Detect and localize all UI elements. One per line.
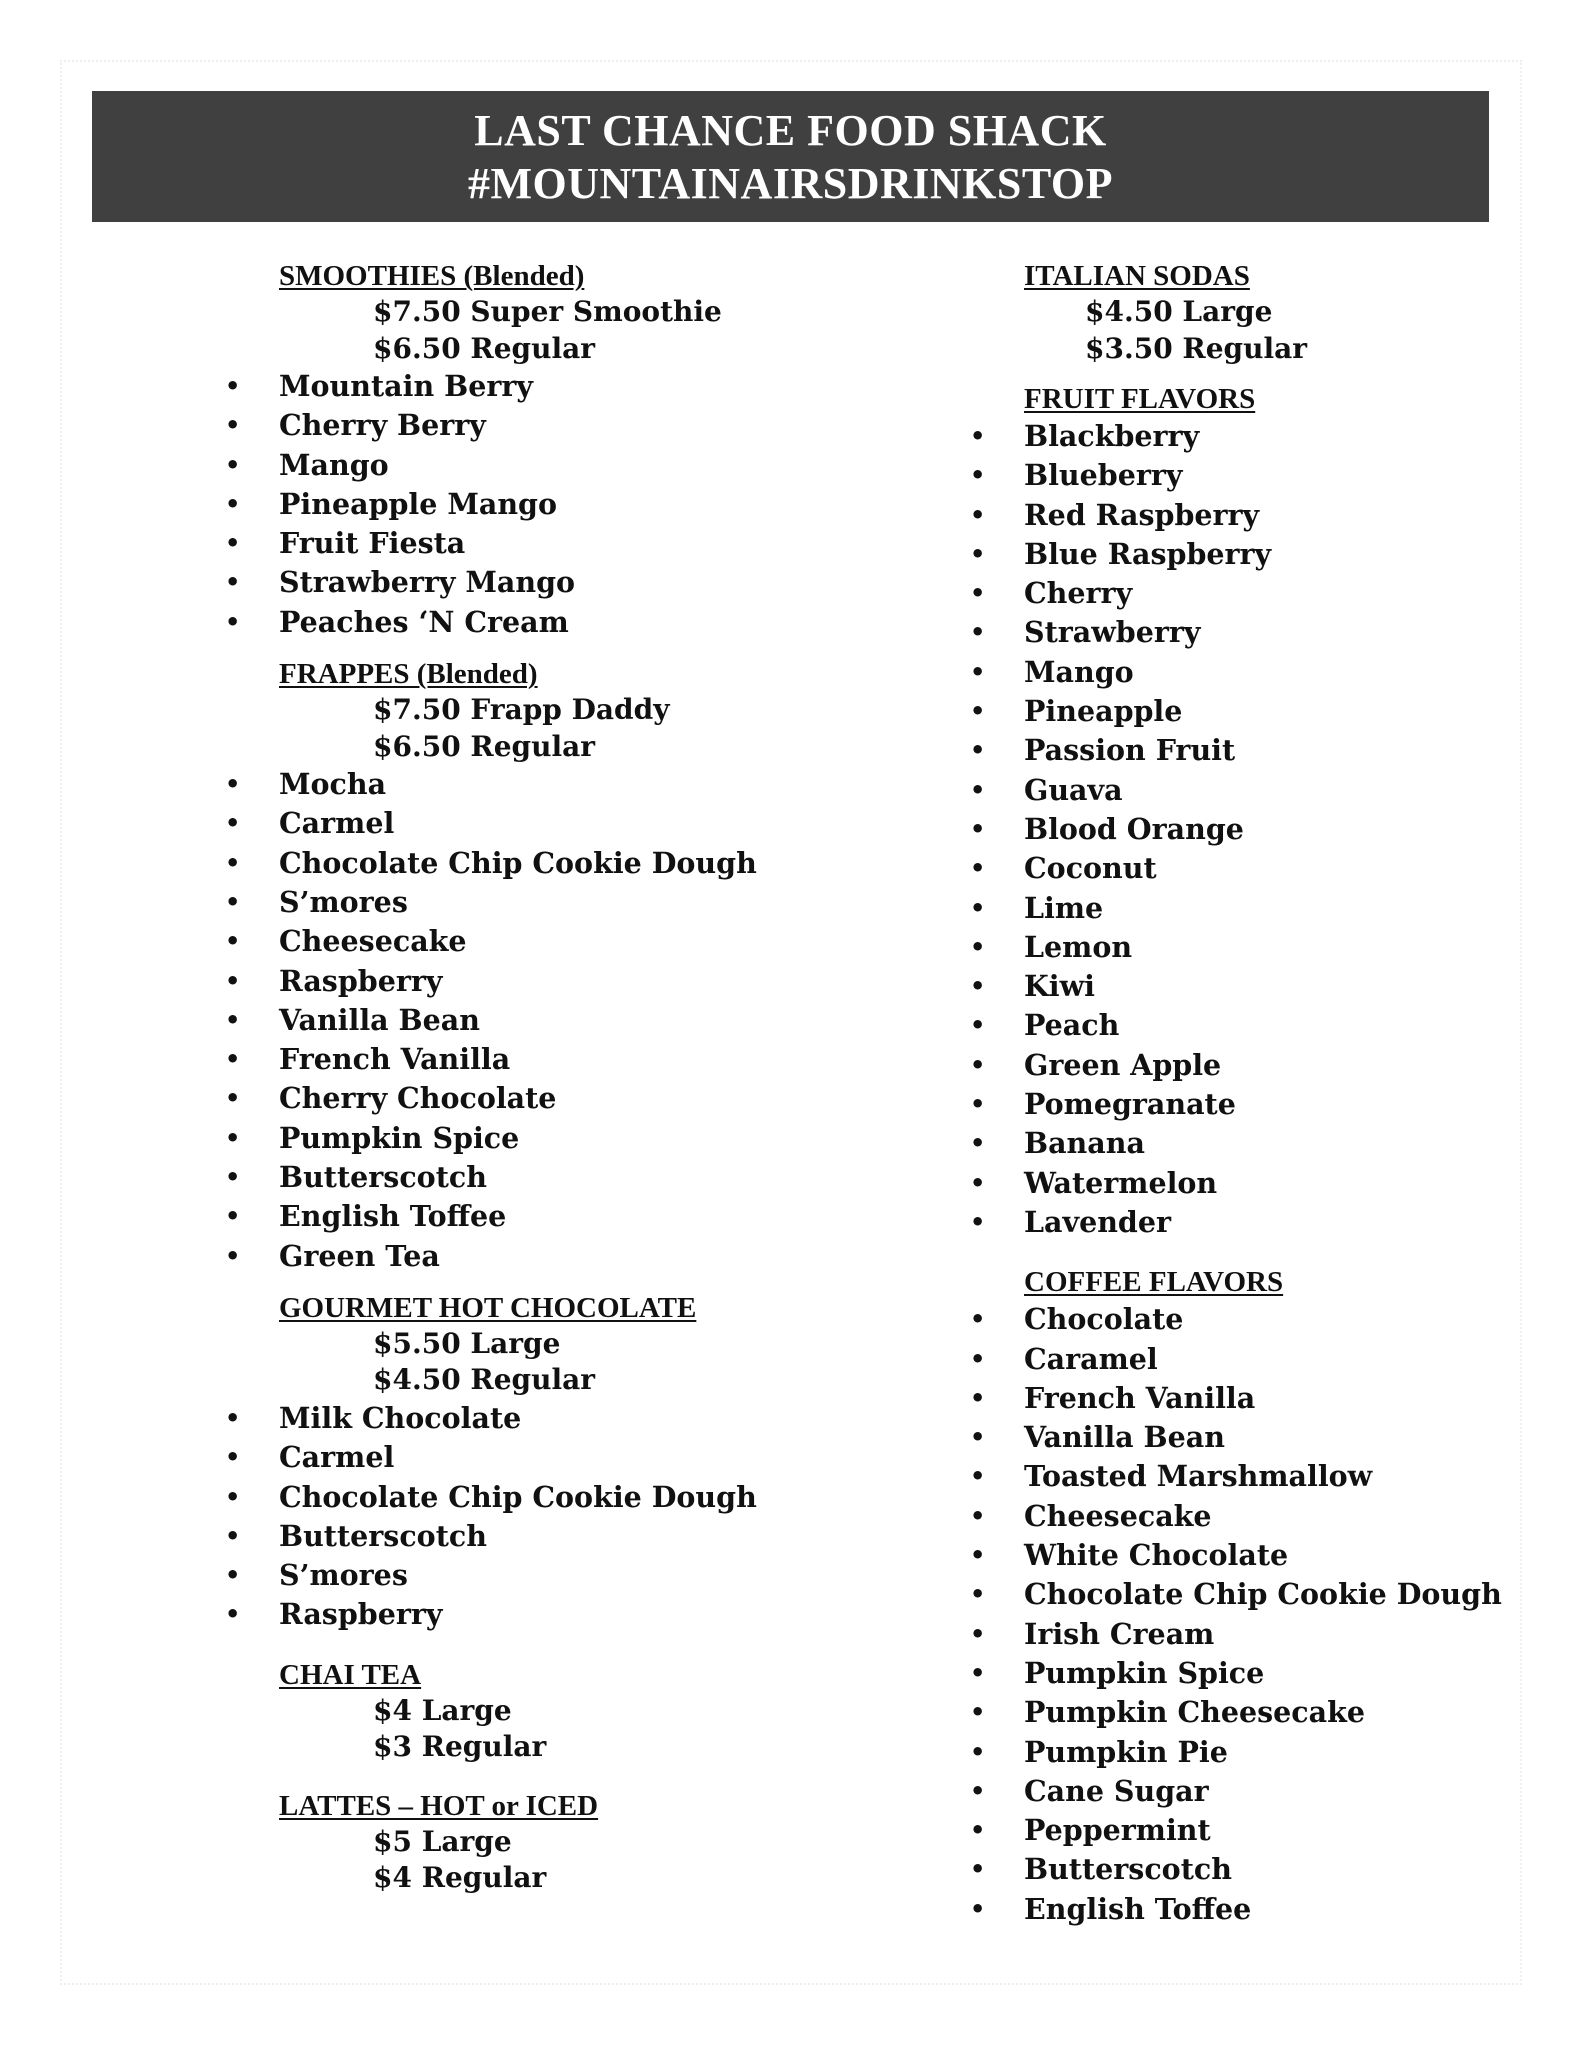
fruit-flavors-section <box>965 381 1525 1242</box>
list-item: • Green Tea <box>220 1237 780 1276</box>
list-item: • Pumpkin Cheesecake <box>965 1693 1525 1732</box>
price-line: $4 Regular <box>373 1861 547 1895</box>
list-item: • Blood Orange <box>965 810 1525 849</box>
italian-sodas-section <box>965 258 1525 367</box>
list-item: • Mountain Berry <box>220 367 780 406</box>
list-item: • Strawberry Mango <box>220 563 780 602</box>
list-item: • Strawberry <box>965 613 1525 652</box>
list-item: • S’mores <box>220 1556 780 1595</box>
list-item: • Cheesecake <box>220 922 780 961</box>
list-item: • Milk Chocolate <box>220 1399 780 1438</box>
section-title-coffee-flavors: COFFEE FLAVORS <box>1024 1266 1284 1299</box>
hot-chocolate-list <box>220 1399 780 1635</box>
right-column <box>965 258 1525 1929</box>
list-item: • Irish Cream <box>965 1615 1525 1654</box>
list-item: • Pomegranate <box>965 1085 1525 1124</box>
fruit-flavor-list <box>965 417 1525 1242</box>
list-item: • Chocolate Chip Cookie Dough <box>220 844 780 883</box>
list-item: • Chocolate Chip Cookie Dough <box>220 1478 780 1517</box>
list-item: • Pineapple Mango <box>220 485 780 524</box>
list-item: • Butterscotch <box>220 1158 780 1197</box>
section-title-frappes: FRAPPES (Blended) <box>279 658 538 691</box>
price-line: $7.50 Super Smoothie <box>373 295 722 328</box>
list-item: • Mango <box>220 446 780 485</box>
list-item: • Lime <box>965 889 1525 928</box>
list-item: • Cherry <box>965 574 1525 613</box>
list-item: • Blackberry <box>965 417 1525 456</box>
list-item: • Pineapple <box>965 692 1525 731</box>
list-item: • Coconut <box>965 849 1525 888</box>
list-item: • Raspberry <box>220 1595 780 1634</box>
list-item: • English Toffee <box>220 1197 780 1236</box>
list-item: • Peach <box>965 1006 1525 1045</box>
section-title-hot-chocolate: GOURMET HOT CHOCOLATE <box>279 1291 697 1324</box>
list-item: • Kiwi <box>965 967 1525 1006</box>
list-item: • Carmel <box>220 1438 780 1477</box>
list-item: • Peppermint <box>965 1811 1525 1850</box>
list-item: • Green Apple <box>965 1046 1525 1085</box>
coffee-flavor-list <box>965 1300 1525 1929</box>
list-item: • Chocolate <box>965 1300 1525 1339</box>
list-item: • Passion Fruit <box>965 731 1525 770</box>
list-item: • Chocolate Chip Cookie Dough <box>965 1575 1525 1614</box>
list-item: • White Chocolate <box>965 1536 1525 1575</box>
list-item: • Banana <box>965 1124 1525 1163</box>
list-item: • Pumpkin Spice <box>220 1119 780 1158</box>
lattes-section <box>220 1788 780 1897</box>
price-line: $6.50 Regular <box>373 729 595 763</box>
section-title-chai-tea: CHAI TEA <box>279 1658 422 1691</box>
price-line: $3.50 Regular <box>1085 331 1307 365</box>
section-title-lattes: LATTES – HOT or ICED <box>279 1789 599 1822</box>
list-item: • Vanilla Bean <box>220 1001 780 1040</box>
list-item: • Cheesecake <box>965 1497 1525 1536</box>
list-item: • Lavender <box>965 1203 1525 1242</box>
list-item: • Butterscotch <box>220 1517 780 1556</box>
price-line: $4.50 Regular <box>373 1363 595 1397</box>
list-item: • Watermelon <box>965 1164 1525 1203</box>
list-item: • Raspberry <box>220 962 780 1001</box>
list-item: • Pumpkin Pie <box>965 1733 1525 1772</box>
smoothies-section <box>220 258 780 642</box>
list-item: • Blue Raspberry <box>965 535 1525 574</box>
list-item: • Lemon <box>965 928 1525 967</box>
price-line: $4 Large <box>373 1693 512 1727</box>
list-item: • Butterscotch <box>965 1850 1525 1889</box>
chai-tea-section <box>220 1657 780 1766</box>
list-item: • Blueberry <box>965 456 1525 495</box>
list-item: • Cherry Berry <box>220 406 780 445</box>
frappes-section <box>220 656 780 1276</box>
section-title-fruit-flavors: FRUIT FLAVORS <box>1024 383 1256 415</box>
price-line: $3 Regular <box>373 1730 547 1764</box>
coffee-flavors-section <box>965 1264 1525 1929</box>
price-line: $4.50 Large <box>1085 295 1273 328</box>
frappe-list <box>220 765 780 1276</box>
section-title-italian-sodas: ITALIAN SODAS <box>1024 260 1250 292</box>
list-item: • Cane Sugar <box>965 1772 1525 1811</box>
list-item: • Cherry Chocolate <box>220 1079 780 1118</box>
menu-header <box>92 91 1489 222</box>
price-line: $5 Large <box>373 1824 512 1858</box>
smoothie-list <box>220 367 780 642</box>
header-hashtag: #MOUNTAINAIRSDRINKSTOP <box>467 159 1113 208</box>
list-item: • Fruit Fiesta <box>220 524 780 563</box>
list-item: • French Vanilla <box>965 1379 1525 1418</box>
list-item: • French Vanilla <box>220 1040 780 1079</box>
list-item: • Mango <box>965 653 1525 692</box>
list-item: • Guava <box>965 771 1525 810</box>
price-line: $7.50 Frapp Daddy <box>373 693 670 727</box>
list-item: • Peaches ‘N Cream <box>220 603 780 642</box>
price-line: $5.50 Large <box>373 1326 561 1360</box>
section-title-smoothies: SMOOTHIES (Blended) <box>279 260 585 292</box>
hot-chocolate-section <box>220 1290 780 1635</box>
list-item: • Caramel <box>965 1340 1525 1379</box>
list-item: • Toasted Marshmallow <box>965 1457 1525 1496</box>
list-item: • Vanilla Bean <box>965 1418 1525 1457</box>
left-column <box>220 258 780 1897</box>
list-item: • Mocha <box>220 765 780 804</box>
list-item: • English Toffee <box>965 1890 1525 1929</box>
price-line: $6.50 Regular <box>373 331 595 365</box>
list-item: • Red Raspberry <box>965 496 1525 535</box>
header-title: LAST CHANCE FOOD SHACK <box>474 106 1107 155</box>
list-item: • Pumpkin Spice <box>965 1654 1525 1693</box>
list-item: • S’mores <box>220 883 780 922</box>
list-item: • Carmel <box>220 804 780 843</box>
